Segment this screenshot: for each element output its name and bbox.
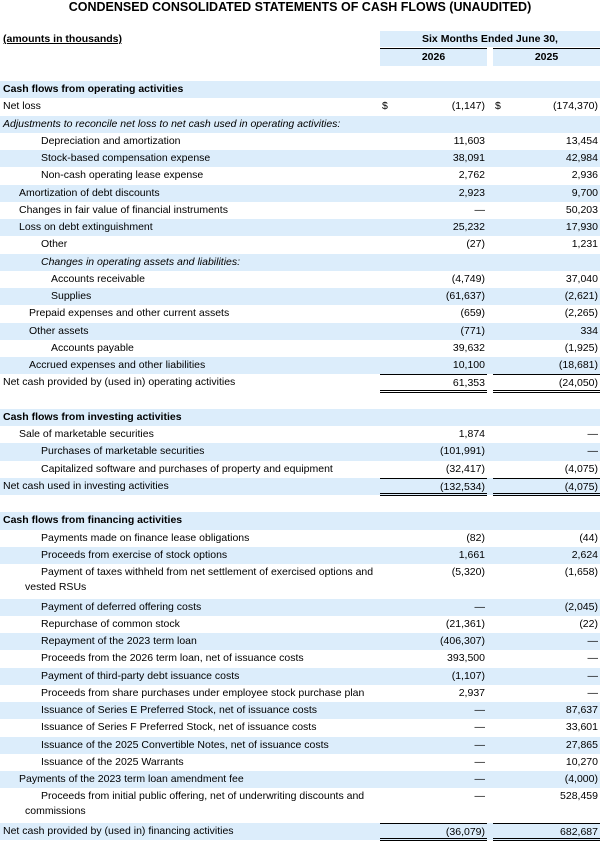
value-text: (36,079) — [445, 825, 485, 838]
table-row — [0, 737, 600, 754]
value-text: 17,930 — [565, 221, 598, 233]
value-text: 2,624 — [571, 548, 598, 561]
row-label: Non-cash operating lease expense — [41, 169, 204, 182]
table-row — [0, 616, 600, 633]
value-text: (1,658) — [564, 566, 598, 578]
table-row — [0, 443, 600, 460]
value-text: — — [474, 600, 485, 613]
value-text: 25,232 — [452, 221, 485, 233]
value-text: 2,923 — [458, 186, 485, 199]
value-text: (82) — [466, 531, 485, 544]
value-text: 1,874 — [458, 428, 485, 440]
value-2026 — [380, 823, 487, 841]
table-row — [0, 668, 600, 685]
row-label: Cash flows from investing activities — [3, 410, 182, 423]
row-label: Proceeds from the 2026 term loan, net of issuance costs — [41, 652, 304, 665]
value-text: — — [474, 790, 485, 803]
row-label: Issuance of the 2025 Warrants — [41, 755, 184, 768]
row-label: Repurchase of common stock — [41, 617, 180, 630]
table-row — [0, 340, 600, 357]
value-2026 — [380, 478, 487, 496]
spacer-row — [0, 495, 600, 512]
row-label: Net cash used in investing activities — [3, 479, 169, 492]
value-text: (101,991) — [440, 445, 485, 458]
value-text: — — [474, 773, 485, 785]
table-row — [0, 323, 600, 340]
value-2025 — [493, 478, 600, 496]
value-2025 — [493, 374, 600, 392]
table-row — [0, 650, 600, 667]
value-text: (2,045) — [564, 600, 598, 613]
value-text: (44) — [579, 531, 598, 544]
row-label: Loss on debt extinguishment — [19, 221, 153, 233]
table-row — [0, 754, 600, 771]
value-text: (21,361) — [445, 617, 485, 630]
row-label: Net loss — [3, 100, 41, 113]
section-header-row — [0, 409, 600, 426]
table-row — [0, 719, 600, 736]
value-text: — — [474, 755, 485, 768]
table-row — [0, 426, 600, 443]
table-row — [0, 271, 600, 288]
value-text: 10,270 — [565, 755, 598, 768]
value-text: (24,050) — [558, 377, 598, 390]
table-row — [0, 547, 600, 564]
value-text: (32,417) — [445, 462, 485, 475]
value-text: — — [587, 686, 598, 699]
table-row — [0, 236, 600, 253]
section-header-row — [0, 512, 600, 529]
row-label: Amortization of debt discounts — [19, 186, 160, 199]
row-label: Issuance of Series E Preferred Stock, net of issuance costs — [41, 704, 318, 716]
value-text: 37,040 — [565, 272, 598, 285]
table-row — [0, 564, 600, 599]
row-label: Other assets — [29, 324, 89, 337]
value-text: — — [474, 738, 485, 751]
value-text: (1,925) — [564, 341, 598, 354]
table-row — [0, 702, 600, 719]
value-text: 2,936 — [571, 169, 598, 182]
value-text: 9,700 — [571, 186, 598, 199]
row-label: Payments made on finance lease obligations — [41, 531, 250, 544]
table-row — [0, 305, 600, 322]
value-text: 2,762 — [458, 169, 485, 182]
total-row — [0, 374, 600, 391]
value-text: (406,307) — [440, 635, 485, 647]
value-text: 50,203 — [565, 203, 598, 216]
row-label: Proceeds from initial public offering, net of underwriting discounts and commissions — [25, 790, 365, 818]
value-text: — — [587, 669, 598, 682]
row-label: Repayment of the 2023 term loan — [41, 635, 197, 647]
value-text: (4,000) — [564, 773, 598, 785]
value-text: 1,231 — [571, 238, 598, 251]
value-2025 — [493, 823, 600, 841]
row-label: Stock-based compensation expense — [41, 152, 211, 164]
row-label: Supplies — [51, 290, 92, 302]
value-text: 10,100 — [452, 359, 485, 371]
value-text: — — [587, 428, 598, 440]
value-text: (4,749) — [451, 272, 485, 285]
value-text: 87,637 — [565, 704, 598, 716]
table-row — [0, 254, 600, 271]
period-header: Six Months Ended June 30, — [380, 31, 600, 48]
statement-title: CONDENSED CONSOLIDATED STATEMENTS OF CASH FLOWS (UNAUDITED) — [68, 0, 532, 14]
row-label: Accounts receivable — [51, 272, 145, 285]
row-label: Issuance of Series F Preferred Stock, net of issuance costs — [41, 721, 317, 734]
value-text: 61,353 — [452, 377, 485, 390]
table-row — [0, 599, 600, 616]
value-text: 13,454 — [565, 134, 598, 147]
total-row — [0, 478, 600, 495]
row-label: Adjustments to reconcile net loss to net cash used in operating activities: — [3, 117, 341, 130]
value-text: 528,459 — [560, 790, 598, 803]
value-text: 334 — [580, 324, 598, 337]
row-label: Accrued expenses and other liabilities — [29, 359, 206, 371]
year-2025-header: 2025 — [493, 48, 600, 66]
row-label: Sale of marketable securities — [19, 428, 154, 440]
value-text: (2,265) — [564, 307, 598, 320]
value-text: (22) — [579, 617, 598, 630]
value-text: (18,681) — [558, 359, 598, 371]
value-text: 393,500 — [447, 652, 485, 665]
table-row — [0, 288, 600, 305]
table-row — [0, 150, 600, 167]
value-text: 39,632 — [452, 341, 485, 354]
row-label: Net cash provided by (used in) financing activities — [3, 824, 234, 837]
value-text: 42,984 — [565, 152, 598, 164]
value-text: 2,937 — [458, 686, 485, 699]
value-text: — — [474, 704, 485, 716]
value-text: (659) — [460, 307, 485, 320]
value-text: (1,107) — [451, 669, 485, 682]
value-text: (61,637) — [445, 290, 485, 302]
row-label: Cash flows from operating activities — [3, 83, 184, 95]
value-text: (4,075) — [564, 462, 598, 475]
value-text: (27) — [466, 238, 485, 251]
row-label: Net cash provided by (used in) operating activities — [3, 376, 236, 389]
value-text: (132,534) — [440, 480, 485, 493]
row-label: Accounts payable — [51, 341, 134, 354]
value-2026 — [380, 374, 487, 392]
table-row — [0, 116, 600, 133]
value-text: (2,621) — [564, 290, 598, 302]
table-row — [0, 185, 600, 202]
row-label: Other — [41, 238, 68, 251]
row-label: Cash flows from financing activities — [3, 514, 183, 527]
value-text: — — [474, 721, 485, 734]
row-label: Payment of third-party debt issuance costs — [41, 669, 240, 682]
value-text: — — [587, 652, 598, 665]
table-row — [0, 98, 600, 115]
value-text: — — [474, 203, 485, 216]
value-text: (4,075) — [564, 480, 598, 493]
table-row — [0, 202, 600, 219]
value-text: — — [587, 635, 598, 647]
value-text: (5,320) — [451, 566, 485, 578]
value-text: 38,091 — [452, 152, 485, 164]
value-text: 1,661 — [458, 548, 485, 561]
row-label: Changes in fair value of financial instruments — [19, 203, 228, 216]
table-row — [0, 633, 600, 650]
header-row-period — [0, 31, 600, 48]
table-row — [0, 530, 600, 547]
table-row — [0, 219, 600, 236]
row-label: Payments of the 2023 term loan amendment fee — [19, 773, 244, 785]
row-label: Changes in operating assets and liabilities: — [41, 255, 241, 268]
dollar-sign: $ — [382, 100, 388, 113]
table-row — [0, 133, 600, 150]
row-label: Issuance of the 2025 Convertible Notes, net of issuance costs — [41, 738, 329, 751]
units-label: (amounts in thousands) — [3, 33, 122, 45]
year-2026-header: 2026 — [380, 48, 487, 66]
table-row — [0, 167, 600, 184]
dollar-sign: $ — [495, 100, 501, 113]
row-label: Payment of taxes withheld from net settlement of exercised options and vested RSUs — [25, 566, 374, 593]
table-row — [0, 461, 600, 478]
value-text: 682,687 — [560, 825, 598, 838]
row-label: Purchases of marketable securities — [41, 445, 205, 458]
row-label: Proceeds from exercise of stock options — [41, 548, 228, 561]
value-text: 33,601 — [565, 721, 598, 734]
row-label: Proceeds from share purchases under employee stock purchase plan — [41, 686, 365, 699]
table-row — [0, 788, 600, 823]
value-text: — — [587, 445, 598, 458]
row-label: Depreciation and amortization — [41, 134, 181, 147]
total-row — [0, 823, 600, 840]
value-text: 11,603 — [453, 134, 485, 147]
row-label: Prepaid expenses and other current assets — [29, 307, 230, 320]
section-header-row — [0, 81, 600, 98]
row-label: Payment of deferred offering costs — [41, 600, 202, 613]
header-row-years — [0, 47, 600, 65]
spacer-row — [0, 392, 600, 409]
row-label: Capitalized software and purchases of property and equipment — [41, 462, 333, 475]
table-row — [0, 357, 600, 374]
cash-flow-table — [0, 81, 600, 840]
value-text: (174,370) — [553, 100, 598, 113]
value-text: 27,865 — [565, 738, 598, 751]
table-row — [0, 771, 600, 788]
table-row — [0, 685, 600, 702]
value-text: (1,147) — [451, 100, 485, 113]
value-text: (771) — [460, 324, 485, 337]
